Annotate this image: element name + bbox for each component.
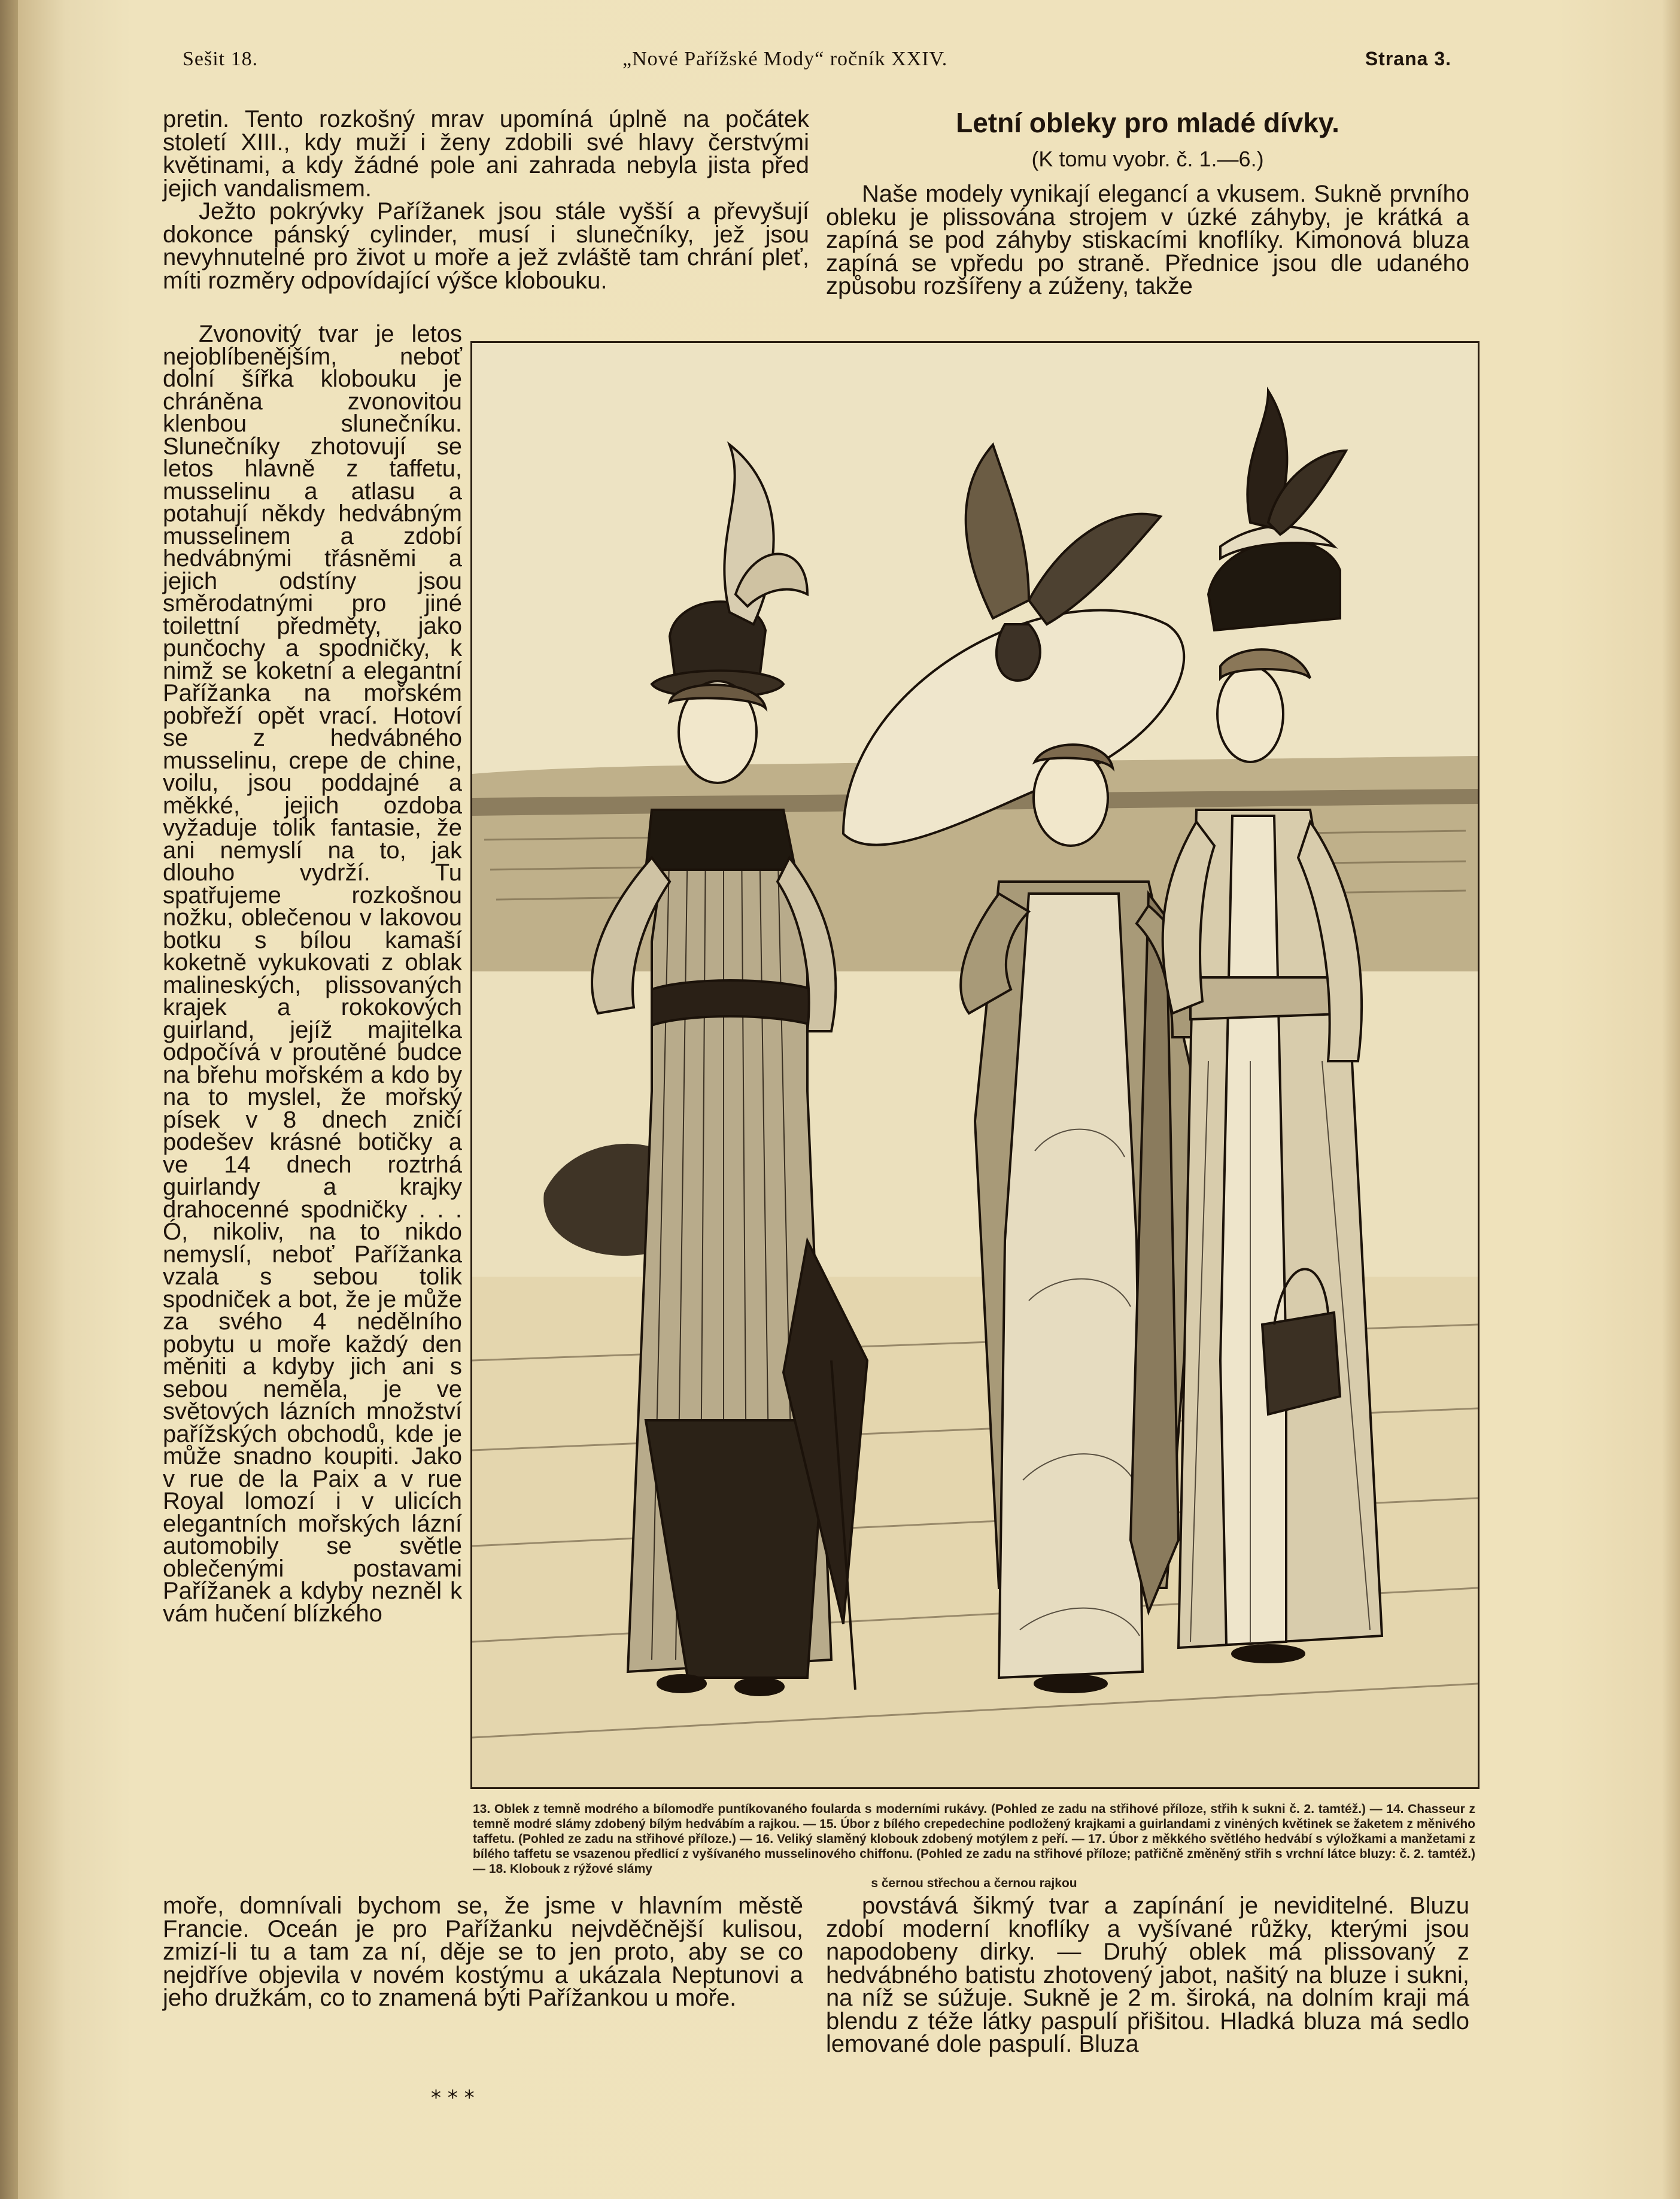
figure-caption: 13. Oblek z temně modrého a bílomodře puntíkovaného foularda s moderními rukávy. (Pohled ze zadu na střihové příloze, střih k sukni č. 2. tamtéž.) — 14. Chasseur z temně modré slámy zdobený bílým hedvábím a rajkou. — 15. Úbor z bílého crepedechine podložený krajkami a guirlandami z vinėných květinek se žaketem z měnivého taffetu. (Pohled ze zadu na střihové příloze.) — 16. Veliký slaměný klobouk zdobený motýlem z peří. — 17. Úbor z měkkého světlého hedvábí s výložkami a manžetami z bílého taffetu se vsazenou předlicí z vyšívaného musselinového chiffonu. (Pohled ze zadu na střihové příloze; patřičně změněný střih s vrchní látce bluzy: č. 2. tamtéž.) — 18. Klobouk z rýžové slámy	[473, 1802, 1475, 1876]
paragraph: povstává šikmý tvar a zapínání je neviditelné. Bluzu zdobí moderní knoflíky a vyšívané růžky, kterými jsou napodobeny dirky. — Druhý oblek má plissovaný z hedvábného batistu zhotovený jabot, našitý na bluze i sukni, na níž se súžuje. Sukně je 2 m. široká, na dolním kraji má blendu z téže látky paspulí přišitou. Hladká bluza má sedlo lemované dole paspulí. Bluza	[826, 1893, 1469, 2057]
header-page-number: Strana 3.	[1365, 48, 1451, 69]
paragraph: Zvonovitý tvar je letos nejoblíbenějším, neboť dolní šířka klobouku je chráněna zvonovitou klenbou slunečníku. Slunečníky zhotovují se letos hlavně z taffetu, musselinu a atlasu a potahují někdy hedvábným musselinem a zdobí hedvábnými třásněmi a jejich odstíny jsou směrodatnými pro jiné toilettní předměty, jako punčochy a spodničky, k nimž se koketní a elegantní Pařížanka na mořském pobřeží opět vrací. Hotoví se z hedvábného musselinu, crepe de chine, voilu, jsou poddajné a měkké, jejich ozdoba vyžaduje tolik fantasie, že ani nemyslí na to, jak dlouho vydrží. Tu spatřujeme rozkošnou nožku, oblečenou v lakovou botku s bílou kamaší koketně vykukovati z oblak malineských, plissovaných krajek a rokokových guirland, jejíž majitelka odpočívá v proutěné budce na břehu mořském a kdo by na to myslel, že mořský písek v 8 dnech zničí podešev krásné botičky a ve 14 dnech roztrhá guirlandy a krajky drahocenné spodničky . . . Ó, nikoliv, na to nikdo nemyslí, neboť Pařížanka vzala s sebou tolik spodniček a bot, že je může za svého 4 nedělního pobytu u moře každý den měniti a kdyby jich ani s sebou neměla, je ve světových lázních množství pařížských obchodů, kde je může snadno koupiti. Jako v rue de la Paix a v rue Royal lomozí i v ulicích elegantních mořských lázní automobily se světle oblečenými postavami Pařížanek a kdyby nezněl k vám hučení blízkého	[163, 321, 462, 1627]
right-column-bottom	[826, 1894, 1469, 2056]
right-column-top	[826, 183, 1469, 298]
figure-caption-end: s černou střechou a černou rajkou	[871, 1876, 1077, 1890]
left-column-bottom	[163, 1894, 803, 2010]
left-column-narrow	[163, 323, 462, 1625]
header-issue: Sešit 18.	[183, 48, 259, 70]
section-divider: * * *	[431, 2086, 475, 2110]
paragraph: Naše modely vynikají elegancí a vkusem. Sukně prvního obleku je plissována strojem v úzké záhyby, je krátká a zapíná se pod záhyby stiskacími knoflíky. Kimonová bluza zapíná se vpředu po straně. Přednice jsou dle udaného způsobu rozšířeny a zúženy, takže	[826, 181, 1469, 299]
left-column-top	[163, 108, 809, 292]
page-spine	[0, 0, 18, 2199]
running-header	[183, 48, 1451, 84]
fashion-illustration	[470, 341, 1480, 1789]
three-women-drawing	[472, 343, 1478, 1787]
article-subtitle: (K tomu vyobr. č. 1.—6.)	[1031, 147, 1264, 171]
header-title: „Nové Pařížské Mody“ ročník XXIV.	[622, 48, 948, 70]
page-edge-shadow	[1662, 0, 1680, 2199]
paragraph: moře, domnívali bychom se, že jsme v hlavním městě Francie. Oceán je pro Pařížanku nejvděčnější kulisou, zmizí-li tu a tam za ní, děje se to jen proto, aby se co nejdříve objevila v novém kostýmu a ukázala Neptunovi a jeho družkám, co to znamená býti Pařížankou u moře.	[163, 1893, 803, 2011]
article-title: Letní obleky pro mladé dívky.	[956, 107, 1339, 138]
paragraph: pretin. Tento rozkošný mrav upomíná úplně na počátek století XIII., kdy muži i ženy zdobili své hlavy čerstvými květinami, a kdy žádné pole ani zahrada nebyla jista před jejich vandalismem.	[163, 106, 809, 202]
paragraph: Ježto pokrývky Pařížanek jsou stále vyšší a převyšují dokonce pánský cylinder, musí i slunečníky, jež jsou nevyhnutelné pro život u moře a jež zvláště tam chrání pleť, míti rozměry odpovídající výšce klobouku.	[163, 198, 809, 294]
